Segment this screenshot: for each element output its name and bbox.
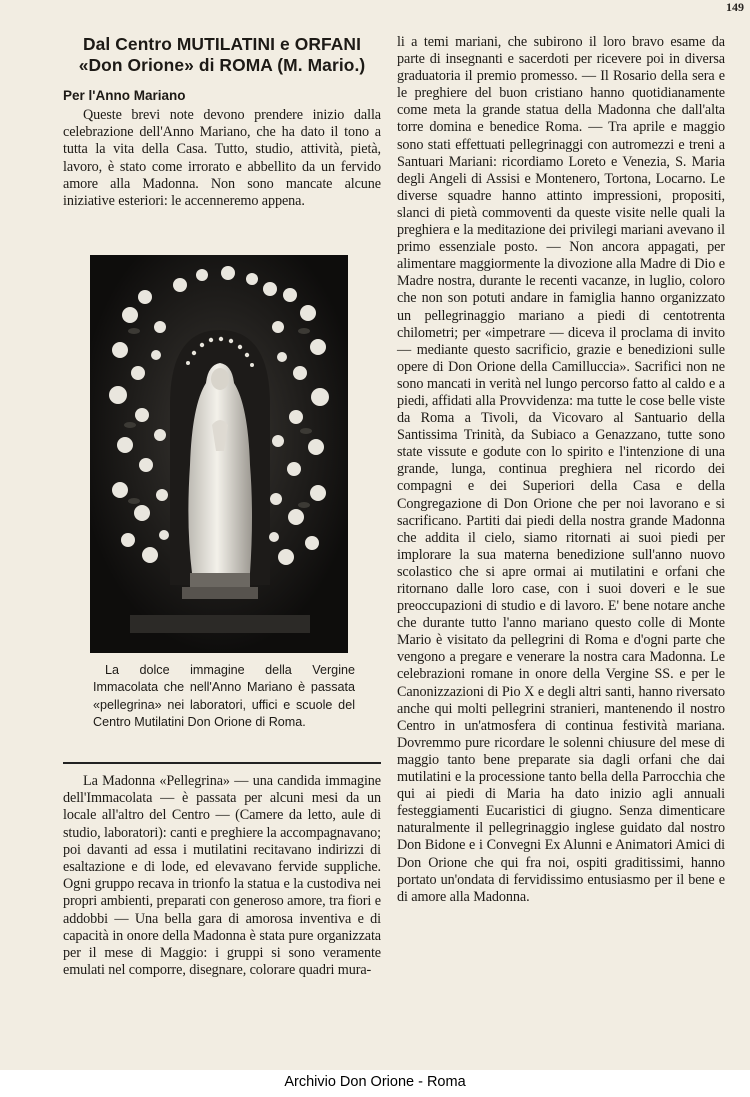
right-column-text: li a temi mariani, che subirono il loro bravo esame da parte di insegnanti e sacerdoti per ricevere poi in diversa graduatoria il premio promesso. — Il Rosario della sera e le preghiere del buon cristiano hanno quotidianamente come meta la grande statua della Madonna che dall'alta torre domina e benedice Roma. — Tra aprile e maggio sono stati effettuati pellegrinaggi con autromezzi e treni a Santuari Mariani: ricordiamo Loreto e Venezia, S. Maria degli Angeli di Assisi e Montenero, Tortona, Locarno. Le diverse squadre hanno attinto impressioni, propositi, slanci di pietà commoventi da queste visite nelle quali la preghiera e la meditazione dei privilegi mariani avevano il primo essenziale posto. — Non ancora appagati, per alimentare maggiormente la divozione alla Madre di Dio e Madre nostra, durante le recenti vacanze, in luglio, coloro che non son potuti andare in famiglia hanno organizzato un pellegrinaggio mariano a piedi di centotrenta chilometri; per «impetrare — diceva il proclama di invito — mediante questo sacrificio, grazie e benedizioni sulle opere di Don Orione della Camilluccia». Sacrifici non ne sono mancati in verità nel lungo percorso fatto al caldo e a piedi, affidati alla Provvidenza: ma tutte le cose belle viste da Roma a Tivoli, da Vicovaro al Santuario della Santissima Trinità, da Subiaco a Genazzano, tutte sono state vissute e godute con lo spirito e l'intenzione di una grande, lunga, continua preghiera nel ricordo dei compagni e dei Superiori della Casa e della Congregazione di Don Orione che per noi lavorano e si sacrificano. Partiti dai piedi della nostra grande Madonna che addita il cielo, siamo ritornati ai suoi piedi per implorare la sua materna benedizione sull'anno nuovo scolastico che si apre ormai ai mutilatini e orfani che ritornano dalle loro case, con i suoi doveri e le sue preoccupazioni di studio e di lavoro. E' bene notare anche che durante tutto l'anno mariano questo colle di Monte Mario è visitato da pellegrini di Roma e d'ogni parte che vengono a pregare e venerare la nostra cara Madonna. Le celebrazioni romane in onore della Vergine SS. e per le Canonizzazioni di Pio X e degli altri santi, hanno riversato anche qui molti pellegrini stranieri, mantenendo il nostro Centro in un'atmosfera di continua festività mariana. Dovremmo pure ricordare le solenni chiusure del mese di maggio tanto bene preparate sia dagli orfani che dai mutilatini e la processione tanto bella della Parrocchia che qui ai piedi di Maria ha dato inizio agli annuali festeggiamenti Eucaristici di giugno. Senza dimenticare naturalmente il pellegrinaggio inglese guidato dal nostro Don Bidone e i Convegni Ex Alunni e Animatori Amici di Don Orione che qui fra noi, ospiti graditissimi, hanno portato un'ondata di fervidissimo entusiasmo per il bene e di amore alla Madonna. — [397, 34, 725, 905]
pellegrina-paragraph: La Madonna «Pellegrina» — una candida immagine dell'Immacolata — è passata per alcuni mesi da un locale all'altro del Centro — (Camere da letto, aule di studio, laboratori): canti e preghiere la accompagnavano; poi davanti ad essa i mutilatini recitavano indirizzi di esaltazione e di lode, ed elevavano fervide suppliche. Ogni gruppo recava in trionfo la statua e la custodiva nei propri ambienti, preparati con generoso amore, tra fiori e addobbi — Una bella gara di amorosa inventiva e di capacità in onore della Madonna è stata pure organizzata per il mese di Maggio: i gruppi si sono veramente emulati nel comporre, disegnare, colorare quadri mura- — [63, 773, 381, 979]
madonna-statue-image — [90, 255, 348, 653]
title-line-1: Dal Centro MUTILATINI e ORFANI — [82, 34, 362, 54]
photo-caption: La dolce immagine della Vergine Immacolata che nell'Anno Mariano è passata «pellegrina» nei laboratori, uffici e scuole del Centro Mutilatini Don Orione di Roma. — [93, 663, 355, 730]
archive-footer: Archivio Don Orione - Roma — [284, 1074, 466, 1090]
section-divider — [63, 762, 381, 764]
page-number: 149 — [726, 0, 744, 14]
title-line-2: «Don Orione» di ROMA (M. Mario.) — [78, 55, 366, 75]
right-column — [397, 34, 725, 906]
madonna-photo — [90, 255, 348, 653]
article-title — [63, 34, 381, 76]
intro-paragraph: Queste brevi note devono prendere inizio dalla celebrazione dell'Anno Mariano, che ha dato il tono a tutta la vita della Casa. Tutto, studio, attività, pietà, lavoro, è stato come irrorato e abbellito da un fervido amore alla Madonna. Non sono mancate alcune iniziative esteriori: le accenneremo appena. — [63, 107, 381, 210]
left-column — [63, 34, 381, 210]
section-heading: Per l'Anno Mariano — [63, 88, 186, 103]
